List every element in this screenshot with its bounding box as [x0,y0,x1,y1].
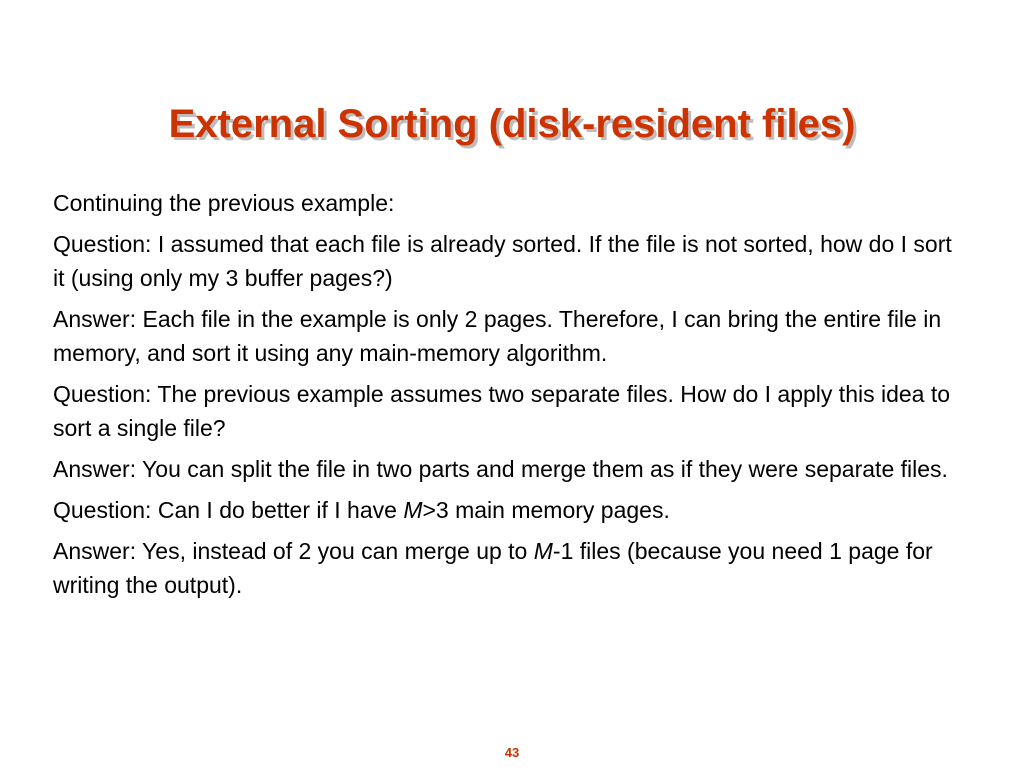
text-segment: Answer: Yes, instead of 2 you can merge up to [53,538,534,564]
paragraph-question-unsorted: Question: I assumed that each file is already sorted. If the file is not sorted, how do I sort it (using only my 3 buffer pages?) [53,231,952,291]
page-number: 43 [504,745,520,760]
text-segment: Question: Can I do better if I have [53,497,404,523]
paragraph-intro: Continuing the previous example: [53,190,395,216]
paragraph-question-more-memory [53,493,953,527]
text-segment: >3 main memory pages. [422,497,670,523]
variable-m: M [533,538,553,564]
slide-title: External Sorting (disk-resident files) [168,102,856,146]
paragraph-answer-multiway [53,534,953,602]
variable-m: M [403,497,423,523]
slide-body [53,186,953,609]
paragraph-question-single-file: Question: The previous example assumes two separate files. How do I apply this idea to sort a single file? [53,381,951,441]
paragraph-answer-split: Answer: You can split the file in two parts and merge them as if they were separate files. [53,456,948,482]
paragraph-answer-in-memory: Answer: Each file in the example is only 2 pages. Therefore, I can bring the entire file in memory, and sort it using any main-memory algorithm. [53,306,942,366]
text-segment: -1 files (because you need 1 page for writing the output). [53,538,933,598]
